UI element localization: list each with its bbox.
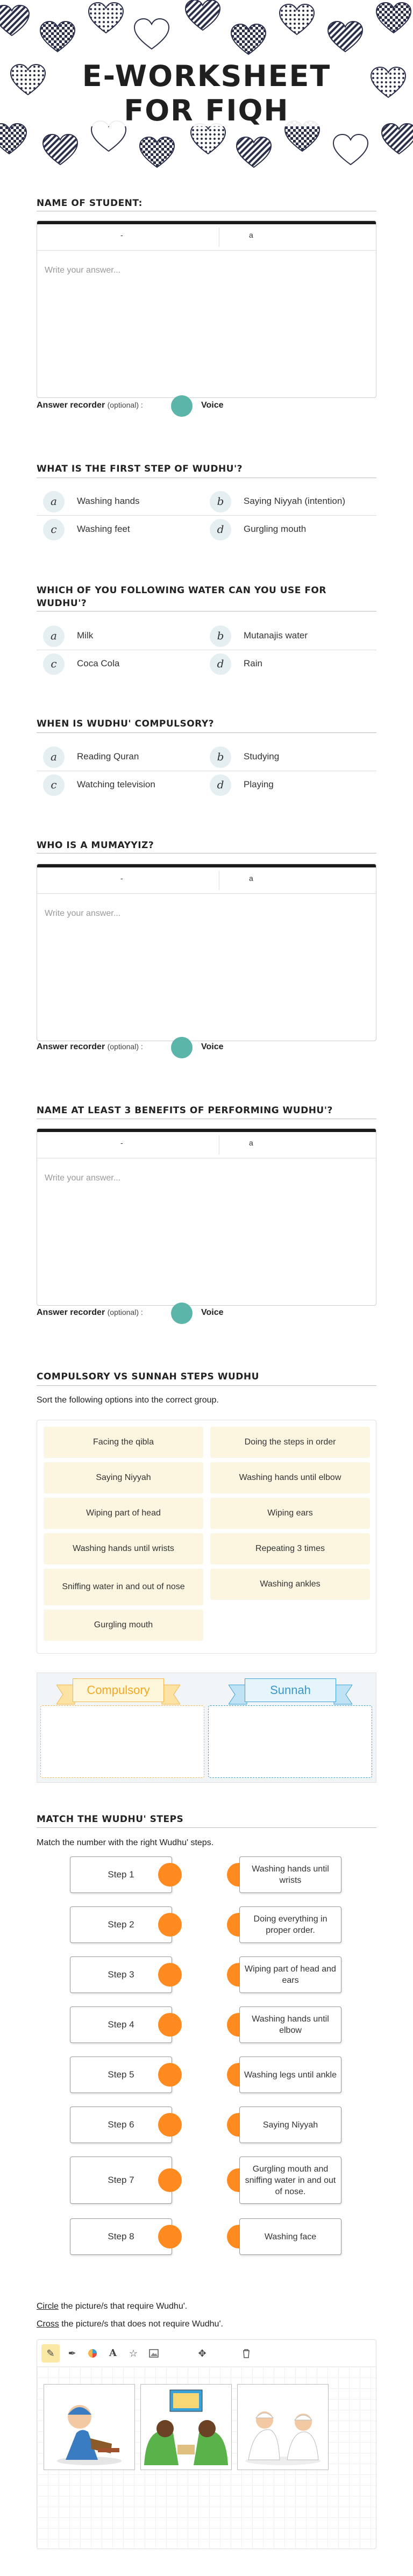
pen-icon[interactable]: ✒ [68, 2348, 76, 2359]
match-step: Step 7 [70, 2157, 172, 2204]
toolbar-bar [37, 221, 376, 224]
match-answer: Washing hands until elbow [239, 2006, 341, 2043]
q3-option-c-badge[interactable]: c [43, 653, 65, 675]
toolbar-minus-button[interactable]: - [120, 874, 123, 883]
recorder-optional-text: (optional) : [107, 401, 143, 409]
sort-chip[interactable]: Gurgling mouth [44, 1610, 203, 1641]
q2-option-b-text[interactable]: Saying Niyyah (intention) [244, 496, 345, 506]
q1-voice-label: Voice [201, 401, 224, 410]
q6-record-button[interactable] [171, 1303, 193, 1324]
sunnah-label: Sunnah [245, 1678, 336, 1702]
q9-instruction-circle [37, 2302, 187, 2311]
q8-instruction: Match the number with the right Wudhu' steps. [37, 1838, 214, 1847]
q7-sort-options [37, 1420, 376, 1654]
q2-option-c-badge[interactable]: c [43, 519, 65, 540]
sort-chip[interactable]: Doing the steps in order [210, 1427, 370, 1458]
match-left-dot[interactable] [158, 2168, 182, 2192]
recorder-label-text: Answer recorder [37, 1042, 105, 1051]
match-answer: Gurgling mouth and sniffing water in and out of nose. [239, 2157, 341, 2204]
q2-title: WHAT IS THE FIRST STEP OF WUDHU'? [37, 464, 243, 474]
sunnah-ribbon [229, 1678, 352, 1705]
q1-answer-toolbar [37, 221, 376, 251]
q2-divider [37, 515, 376, 516]
q4-title: WHEN IS WUDHU' COMPULSORY? [37, 718, 215, 729]
match-answer: Doing everything in proper order. [239, 1906, 341, 1943]
match-step: Step 4 [70, 2006, 172, 2043]
sort-chip[interactable]: Washing hands until elbow [210, 1462, 370, 1493]
trash-icon[interactable] [237, 2344, 255, 2362]
circle-rest: the picture/s that require Wudhu'. [58, 2302, 188, 2311]
toolbar-minus-button[interactable]: - [120, 231, 123, 239]
text-icon[interactable]: A [109, 2347, 117, 2359]
compulsory-ribbon [56, 1678, 180, 1705]
star-icon[interactable]: ☆ [129, 2348, 138, 2359]
sort-chip[interactable]: Repeating 3 times [210, 1533, 370, 1564]
picture-praying[interactable] [237, 2384, 329, 2470]
match-answer: Washing face [239, 2218, 341, 2255]
toolbar-bar [37, 1129, 376, 1132]
q5-answer-input[interactable]: Write your answer... [45, 909, 121, 918]
match-answer: Washing hands until wrists [239, 1856, 341, 1893]
match-step: Step 3 [70, 1956, 172, 1993]
q7-instruction: Sort the following options into the correct group. [37, 1396, 219, 1405]
q4-option-c-badge[interactable]: c [43, 774, 65, 796]
q6-recorder-label [37, 1308, 143, 1318]
q6-answer-toolbar [37, 1129, 376, 1158]
move-icon[interactable]: ✥ [198, 2348, 206, 2359]
people-praying-illustration [238, 2385, 328, 2470]
match-step: Step 5 [70, 2056, 172, 2093]
toolbar-minus-button[interactable]: - [120, 1138, 123, 1147]
toolbar-text-button[interactable]: a [249, 231, 253, 239]
match-left-dot[interactable] [158, 1963, 182, 1987]
toolbar-bar [37, 864, 376, 867]
q8-rule [37, 1827, 376, 1828]
q6-answer-box[interactable] [37, 1128, 376, 1306]
picture-reading-quran[interactable] [44, 2384, 135, 2470]
q4-option-a-text[interactable]: Reading Quran [77, 751, 139, 762]
image-icon[interactable] [145, 2344, 163, 2362]
q4-option-b-text[interactable]: Studying [244, 751, 280, 762]
compulsory-label: Compulsory [73, 1678, 164, 1702]
q4-option-c-text[interactable]: Watching television [77, 779, 155, 789]
q5-title: WHO IS A MUMAYYIZ? [37, 840, 154, 851]
match-left-dot[interactable] [158, 2113, 182, 2137]
match-answer: Wiping part of head and ears [239, 1956, 341, 1993]
q5-voice-label: Voice [201, 1042, 224, 1051]
q1-answer-input[interactable]: Write your answer... [45, 266, 121, 275]
q2-option-c-text[interactable]: Washing feet [77, 524, 130, 534]
q5-answer-toolbar [37, 864, 376, 894]
match-left-dot[interactable] [158, 1913, 182, 1937]
match-left-dot[interactable] [158, 2013, 182, 2037]
sort-chip[interactable]: Facing the qibla [44, 1427, 203, 1458]
match-left-dot[interactable] [158, 2063, 182, 2087]
worksheet-title: E-WORKSHEET FOR FIQH [82, 59, 331, 127]
sunnah-drop-zone[interactable] [208, 1705, 372, 1778]
cross-rest: the picture/s that does not require Wudhu'. [59, 2319, 223, 2329]
recorder-optional-text: (optional) : [107, 1308, 143, 1317]
sort-chip[interactable]: Washing hands until wrists [44, 1533, 203, 1564]
match-step: Step 2 [70, 1906, 172, 1943]
worksheet-header [0, 0, 413, 177]
match-left-dot[interactable] [158, 2225, 182, 2248]
q6-answer-input[interactable]: Write your answer... [45, 1173, 121, 1183]
q2-option-d-text[interactable]: Gurgling mouth [244, 524, 307, 534]
q2-option-a-badge[interactable]: a [43, 491, 65, 513]
q3-option-a-text[interactable]: Milk [77, 630, 94, 641]
compulsory-drop-zone[interactable] [40, 1705, 204, 1778]
circle-word: Circle [37, 2302, 59, 2311]
cross-word: Cross [37, 2319, 59, 2329]
q3-option-d-text[interactable]: Rain [244, 658, 262, 668]
q2-option-b-badge[interactable]: b [210, 491, 231, 513]
q3-option-b-text[interactable]: Mutanajis water [244, 630, 308, 641]
q4-option-d-text[interactable]: Playing [244, 779, 274, 789]
sort-chip[interactable]: Sniffing water in and out of nose [44, 1569, 203, 1605]
q4-option-d-badge[interactable]: d [210, 774, 231, 796]
sort-chip[interactable]: Wiping part of head [44, 1498, 203, 1529]
q7-rule [37, 1385, 376, 1386]
sort-chip[interactable]: Wiping ears [210, 1498, 370, 1529]
sort-chip[interactable]: Washing ankles [210, 1569, 370, 1600]
boy-reading-quran-illustration [44, 2385, 134, 2470]
kids-watching-tv-illustration [141, 2385, 231, 2470]
q2-option-a-text[interactable]: Washing hands [77, 496, 140, 506]
q6-title: NAME AT LEAST 3 BENEFITS OF PERFORMING WUDHU'? [37, 1105, 333, 1116]
q2-option-d-badge[interactable]: d [210, 519, 231, 540]
picture-watching-television[interactable] [140, 2384, 232, 2470]
q8-title: MATCH THE WUDHU' STEPS [37, 1814, 184, 1825]
color-icon[interactable] [83, 2344, 102, 2362]
q9-instruction-cross [37, 2319, 223, 2329]
q6-voice-label: Voice [201, 1308, 224, 1317]
q7-title: COMPULSORY VS SUNNAH STEPS WUDHU [37, 1371, 259, 1382]
match-step: Step 6 [70, 2107, 172, 2143]
q5-answer-box[interactable] [37, 864, 376, 1041]
match-step: Step 1 [70, 1856, 172, 1893]
q1-answer-box[interactable] [37, 220, 376, 398]
q1-recorder-label [37, 401, 143, 410]
toolbar-text-button[interactable]: a [249, 1138, 253, 1147]
drawing-toolbar [37, 2340, 376, 2367]
sort-chip[interactable]: Saying Niyyah [44, 1462, 203, 1493]
q1-title: NAME OF STUDENT: [37, 198, 143, 209]
toolbar-text-button[interactable]: a [249, 874, 253, 883]
q5-record-button[interactable] [171, 1037, 193, 1058]
match-left-dot[interactable] [158, 1863, 182, 1887]
q5-recorder-label [37, 1042, 143, 1052]
q7-groups [37, 1673, 376, 1783]
q4-rule [37, 732, 376, 733]
q3-option-c-text[interactable]: Coca Cola [77, 658, 120, 668]
q4-option-a-badge[interactable]: a [43, 746, 65, 768]
match-answer: Washing legs until ankle [239, 2056, 341, 2093]
recorder-optional-text: (optional) : [107, 1042, 143, 1051]
q3-option-b-badge[interactable]: b [210, 625, 231, 647]
match-step: Step 8 [70, 2218, 172, 2255]
q9-drawing-area[interactable] [37, 2339, 376, 2549]
q1-record-button[interactable] [171, 395, 193, 417]
match-answer: Saying Niyyah [239, 2107, 341, 2143]
q3-option-a-badge[interactable]: a [43, 625, 65, 647]
pencil-icon[interactable]: ✎ [41, 2344, 60, 2362]
recorder-label-text: Answer recorder [37, 1308, 105, 1317]
q4-option-b-badge[interactable]: b [210, 746, 231, 768]
recorder-label-text: Answer recorder [37, 401, 105, 410]
q3-option-d-badge[interactable]: d [210, 653, 231, 675]
q3-title: WHICH OF YOU FOLLOWING WATER CAN YOU USE FOR WUDHU'? [37, 585, 326, 609]
